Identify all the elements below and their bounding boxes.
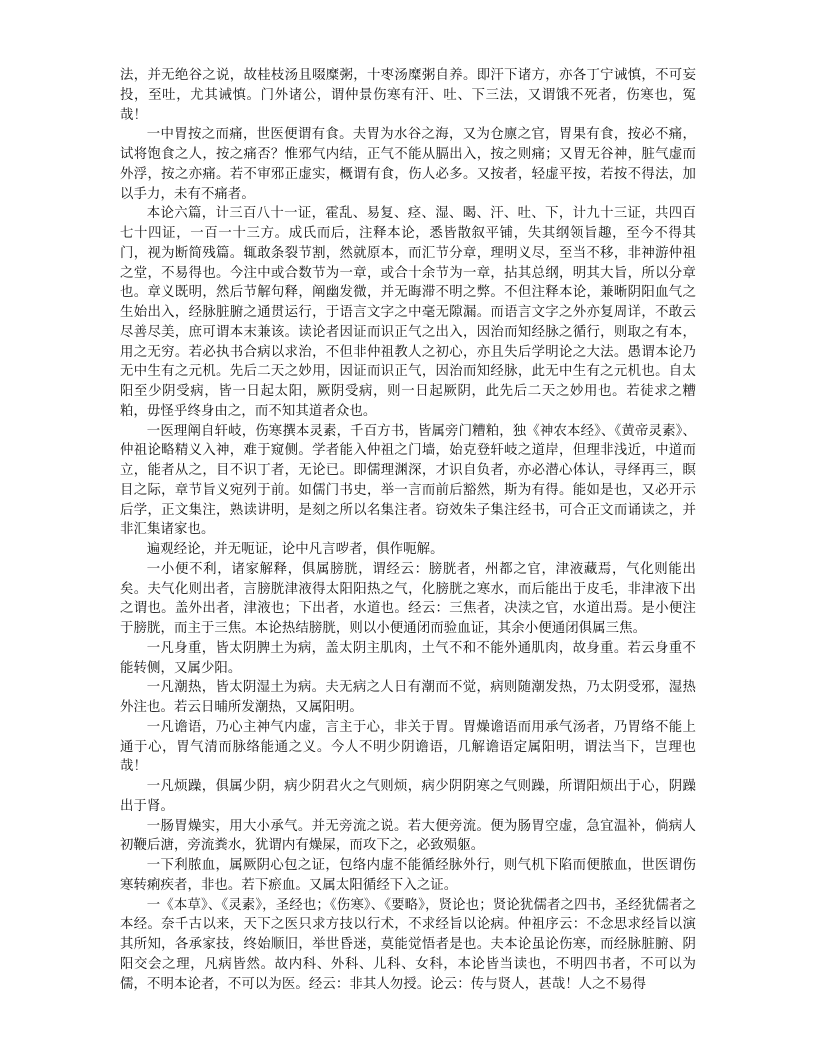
paragraph: 一凡烦躁，俱属少阴，病少阴君火之气则烦，病少阴阴寒之气则躁，所谓阳烦出于心，阴躁出于肾。 <box>120 779 696 814</box>
paragraph: 一小便不利，诸家解释，俱属膀胱，谓经云：膀胱者，州都之官，津液藏焉，气化则能出矣。夫气化则出者，言膀胱津液得太阳阳热之气，化膀胱之寒水，而后能出于皮毛，非津液下出之谓也。盖外出者，津液也；下出者，水道也。经云：三焦者，决渎之官，水道出焉。是小便注于膀胱，而主于三焦。本论热结膀胱，则以小便通闭而验血证，其余小便通闭俱属三焦。 <box>120 561 696 636</box>
paragraph: 本论六篇，计三百八十一证，霍乱、易复、痉、湿、暍、汗、吐、下，计九十三证，共四百七十四证，一百一十三方。成氏而后，注释本论，悉皆散叙平铺，失其纲领旨趣，至今不得其门，视为断简残篇。辄敢条裂节割，然就原本，而汇节分章，理明义尽，至当不移，非神游仲祖之堂，不易得也。今注中或合数节为一章，或合十余节为一章，拈其总纲，明其大旨，所以分章也。章义既明，然后节解句释，阐幽发微，并无晦滞不明之弊。不但注释本论，兼晰阴阳血气之生始出入，经脉脏腑之通贯运行，于语言文字之中毫无隙漏。而语言文字之外亦复周详，不敢云尽善尽美，庶可谓本末兼该。读论者因证而识正气之出入，因治而知经脉之循行，则取之有本，用之无穷。若必执书合病以求治，不但非仲祖教人之初心，亦且失后学明论之大法。愚谓本论乃无中生有之元机。先后二天之妙用，因证而识正气，因治而知经脉，此无中生有之元机也。自太阳至少阴受病，皆一日起太阳，厥阴受病，则一日起厥阴，此先后二天之妙用也。若徒求之糟粕，毋怪乎终身由之，而不知其道者众也。 <box>120 206 696 419</box>
paragraph: 遍观经论，并无呃证，论中凡言哕者，俱作呃解。 <box>146 542 444 557</box>
paragraph: 一《本草》、《灵素》，圣经也；《伤寒》、《要略》，贤论也；贤论犹儒者之四书，圣经犹儒者之本经。奈千古以来，天下之医只求方技以行术，不求经旨以论病。仲祖序云：不念思求经旨以演其所知，各承家技，终始顺旧，举世昏迷，莫能觉悟者是也。夫本论虽论伤寒，而经脉脏腑、阴阳交会之理，凡病皆然。故内科、外科、儿科、女科，本论皆当读也，不明四书者，不可以为儒，不明本论者，不可以为医。经云：非其人勿授。论云：传与贤人，甚哉！人之不易得 <box>120 897 696 992</box>
paragraph: 一凡谵语，乃心主神气内虚，言主于心，非关于胃。胃燥谵语而用承气汤者，乃胃络不能上通于心，胃气清而脉络能通之义。今人不明少阴谵语，几解谵语定属阳明，谓法当下，岂理也哉！ <box>120 719 696 775</box>
paragraph: 一肠胃燥实，用大小承气。并无旁流之说。若大便旁流。便为肠胃空虚，急宜温补，倘病人初鞭后溏，旁流粪水，犹谓内有燥屎，而攻下之，必致殒躯。 <box>120 818 696 854</box>
paragraph: 一中胃按之而痛，世医便谓有食。夫胃为水谷之海，又为仓廪之官，胃果有食，按必不痛，试将饱食之人，按之痛否？惟邪气内结，正气不能从膈出入，按之则痛；又胃无谷神，脏气虚而外浮，按之亦痛。若不审邪正虚实，概谓有食，伤人必多。又按者，轻虚平按，若按不得法，加以手力，未有不痛者。 <box>120 127 696 202</box>
paragraph: 法，并无绝谷之说，故桂枝汤且啜糜粥，十枣汤糜粥自养。即汗下诸方，亦各丁宁诫慎，不可妄投，至吐，尤其诫慎。门外诸公，谓仲景伤寒有汗、吐、下三法，又谓饿不死者，伤寒也，冤哉！ <box>120 68 696 123</box>
document-page <box>120 66 696 994</box>
paragraph: 一凡潮热，皆太阴湿土为病。夫无病之人日有潮而不觉，病则随潮发热，乃太阴受邪，湿热外注也。若云日晡所发潮热，又属阳明。 <box>120 680 696 715</box>
paragraph: 一下利脓血，属厥阴心包之证，包络内虚不能循经脉外行，则气机下陷而便脓血，世医谓伤寒转痢疾者，非也。若下瘀血。又属太阳循经下入之证。 <box>120 858 696 893</box>
paragraph: 一凡身重，皆太阴脾土为病，盖太阴主肌肉，土气不和不能外通肌肉，故身重。若云身重不能转侧，又属少阳。 <box>120 640 696 676</box>
paragraph: 一医理阐自轩岐，伤寒撰本灵素，千百方书，皆属旁门糟粕，独《神农本经》、《黄帝灵素》、仲祖论略精义入神，难于窥侧。学者能入仲祖之门墙，始克登轩岐之道岸，但理非浅近，中道而立，能者从之，目不识丁者，无论已。即儒理渊深，才识自负者，亦必潜心体认，寻绎再三，瞑目之际，章节旨义宛列于前。如儒门书史，举一言而前后豁然，斯为有得。能如是也，又必开示后学，正文集注，熟读讲明，是刻之所以名集注者。窃效朱子集注经书，可合正文而诵读之，并非汇集诸家也。 <box>120 423 696 538</box>
